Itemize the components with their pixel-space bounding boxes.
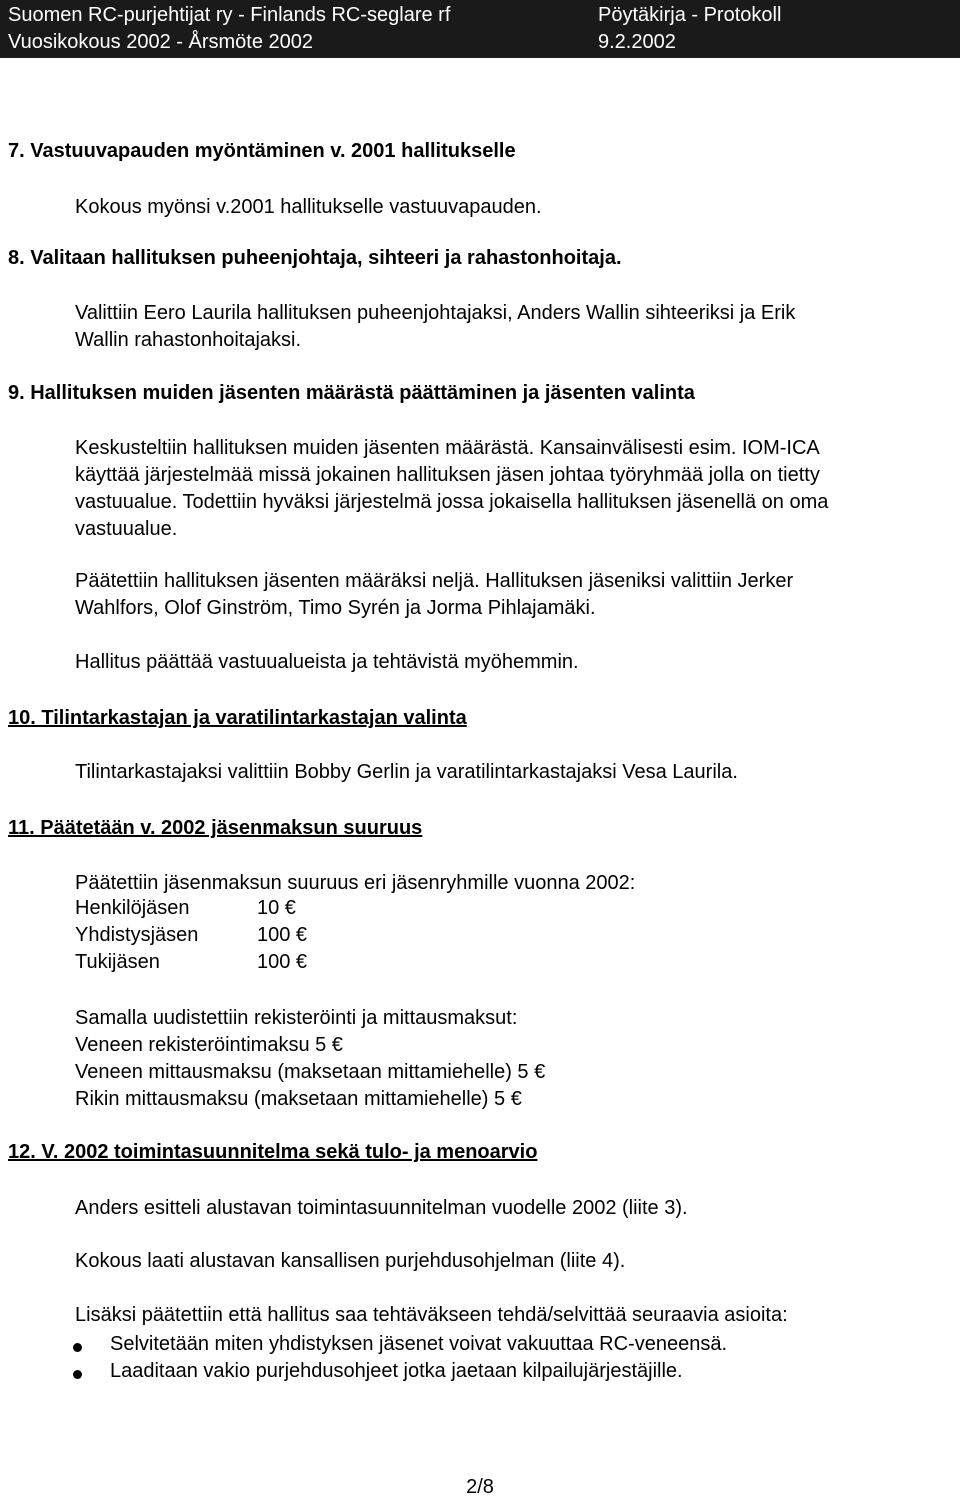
section-9-paragraph-3: Hallitus päättää vastuualueista ja tehtävistä myöhemmin. bbox=[75, 651, 579, 673]
fee-name: Yhdistysjäsen bbox=[75, 924, 199, 946]
section-11-intro: Päätettiin jäsenmaksun suuruus eri jäsenryhmille vuonna 2002: bbox=[75, 872, 636, 894]
bullet-icon bbox=[73, 1370, 82, 1379]
page-number: 2/8 bbox=[466, 1476, 494, 1498]
header-meeting: Vuosikokous 2002 - Årsmöte 2002 bbox=[8, 31, 313, 53]
bullet-item: Selvitetään miten yhdistyksen jäsenet voivat vakuuttaa RC-veneensä. bbox=[110, 1333, 728, 1355]
section-9-paragraph-1-line-2: käyttää järjestelmää missä jokainen hallituksen jäsen johtaa työryhmää jolla on tietty bbox=[75, 464, 820, 486]
fee-amount: 100 € bbox=[257, 951, 308, 973]
section-11-other-intro: Samalla uudistettiin rekisteröinti ja mittausmaksut: bbox=[75, 1007, 518, 1029]
section-7-text: Kokous myönsi v.2001 hallitukselle vastuuvapauden. bbox=[75, 196, 542, 218]
fee-name: Tukijäsen bbox=[75, 951, 160, 973]
section-9-paragraph-1-line-1: Keskusteltiin hallituksen muiden jäsenten määrästä. Kansainvälisesti esim. IOM-ICA bbox=[75, 437, 820, 459]
section-10-text: Tilintarkastajaksi valittiin Bobby Gerlin ja varatilintarkastajaksi Vesa Laurila. bbox=[75, 761, 738, 783]
header-organization: Suomen RC-purjehtijat ry - Finlands RC-seglare rf bbox=[8, 4, 451, 26]
fee-amount: 10 € bbox=[257, 897, 296, 919]
bullet-item: Laaditaan vakio purjehdusohjeet jotka jaetaan kilpailujärjestäjille. bbox=[110, 1360, 683, 1382]
section-9-paragraph-1-line-3: vastuualue. Todettiin hyväksi järjestelmä jossa jokaisella hallituksen jäsenellä on oma bbox=[75, 491, 829, 513]
bullet-icon bbox=[73, 1343, 82, 1352]
other-fee-line: Rikin mittausmaksu (maksetaan mittamiehelle) 5 € bbox=[75, 1088, 522, 1110]
fee-amount: 100 € bbox=[257, 924, 308, 946]
section-12-heading: 12. V. 2002 toimintasuunnitelma sekä tulo- ja menoarvio bbox=[8, 1141, 538, 1163]
section-8-line-2: Wallin rahastonhoitajaksi. bbox=[75, 329, 302, 351]
section-11-heading: 11. Päätetään v. 2002 jäsenmaksun suuruus bbox=[8, 817, 423, 839]
header-date: 9.2.2002 bbox=[598, 31, 676, 53]
header-document-type: Pöytäkirja - Protokoll bbox=[598, 4, 782, 26]
section-8-heading: 8. Valitaan hallituksen puheenjohtaja, sihteeri ja rahastonhoitaja. bbox=[8, 247, 622, 269]
section-10-heading: 10. Tilintarkastajan ja varatilintarkastajan valinta bbox=[8, 707, 467, 729]
section-9-heading: 9. Hallituksen muiden jäsenten määrästä päättäminen ja jäsenten valinta bbox=[8, 382, 695, 404]
section-7-heading: 7. Vastuuvapauden myöntäminen v. 2001 hallitukselle bbox=[8, 140, 516, 162]
section-9-paragraph-2-line-1: Päätettiin hallituksen jäsenten määräksi neljä. Hallituksen jäseniksi valittiin Jerker bbox=[75, 570, 794, 592]
section-8-line-1: Valittiin Eero Laurila hallituksen puheenjohtajaksi, Anders Wallin sihteeriksi ja Erik bbox=[75, 302, 796, 324]
other-fee-line: Veneen rekisteröintimaksu 5 € bbox=[75, 1034, 343, 1056]
section-12-paragraph-2: Kokous laati alustavan kansallisen purjehdusohjelman (liite 4). bbox=[75, 1250, 626, 1272]
section-9-paragraph-2-line-2: Wahlfors, Olof Ginström, Timo Syrén ja Jorma Pihlajamäki. bbox=[75, 597, 596, 619]
fee-name: Henkilöjäsen bbox=[75, 897, 190, 919]
section-12-paragraph-3: Lisäksi päätettiin että hallitus saa tehtäväkseen tehdä/selvittää seuraavia asioita: bbox=[75, 1304, 788, 1326]
section-9-paragraph-1-line-4: vastuualue. bbox=[75, 518, 178, 540]
other-fee-line: Veneen mittausmaksu (maksetaan mittamiehelle) 5 € bbox=[75, 1061, 546, 1083]
section-12-paragraph-1: Anders esitteli alustavan toimintasuunnitelman vuodelle 2002 (liite 3). bbox=[75, 1197, 688, 1219]
